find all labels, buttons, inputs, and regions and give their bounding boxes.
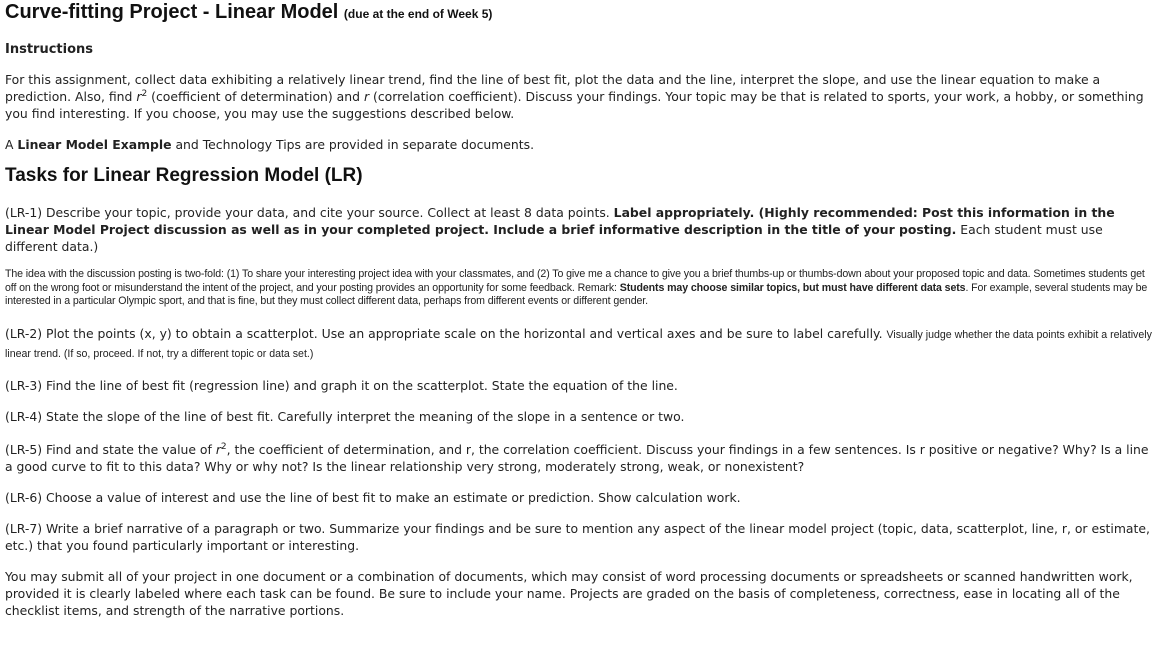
task-lr7: (LR-7) Write a brief narrative of a paragraph or two. Summarize your findings and be sure to mention any aspect of the linear model project (topic, data, scatterplot, line, r, or estimate, etc.) that you found particularly important or interesting. <box>5 520 1150 553</box>
discussion-note: The idea with the discussion posting is two-fold: (1) To share your interesting project idea with your classmates, and (2) To give me a chance to give you a brief thumbs-up or thumbs-down about your proposed topic and data. Sometimes students get off on the wrong foot or misunderstand the intent of the project, and your posting provides an opportunity for some feedback. Remark: Students may choose similar topics, but must have different data sets. For example, several students may be interested in a particular Olympic sport, and that is fine, but they must collect different data, perhaps from different events or different gender. <box>5 268 1148 307</box>
tasks-heading: Tasks for Linear Regression Model (LR) <box>5 165 363 186</box>
page-title: Curve-fitting Project - Linear Model (due at the end of Week 5) <box>5 1 493 23</box>
instructions-heading: Instructions <box>5 42 94 57</box>
task-lr3: (LR-3) Find the line of best fit (regression line) and graph it on the scatterplot. State the equation of the line. <box>5 377 678 393</box>
submission-paragraph: You may submit all of your project in one document or a combination of documents, which may consist of word processing documents or spreadsheets or scanned handwritten work, provided it is clearly labeled where each task can be found. Be sure to include your name. Projects are graded on the basis of completeness, correctness, ease in locating all of the checklist items, and strength of the narrative portions. <box>5 568 1133 618</box>
task-lr2: (LR-2) Plot the points (x, y) to obtain a scatterplot. Use an appropriate scale on the horizontal and vertical axes and be sure to label carefully. Visually judge whether the data points exhibit a relatively linear trend. (If so, proceed. If not, try a different topic or data set.) <box>5 325 1152 360</box>
task-lr5: (LR-5) Find and state the value of $r^2$, the coefficient of determination, and r, the correlation coefficient. Discuss your findings in a few sentences. Is r positive or negative? Why? Is a line a good curve to fit to this data? Why or why not? Is the linear relationship very strong, moderately strong, weak, or nonexistent? <box>5 441 1149 474</box>
task-lr6: (LR-6) Choose a value of interest and use the line of best fit to make an estimate or prediction. Show calculation work. <box>5 489 741 505</box>
task-lr4: (LR-4) State the slope of the line of best fit. Carefully interpret the meaning of the slope in a sentence or two. <box>5 408 685 424</box>
intro-paragraph: For this assignment, collect data exhibiting a relatively linear trend, find the line of best fit, plot the data and the line, interpret the slope, and use the linear equation to make a prediction. Also, find $r^2$ (coefficient of determination) and r (correlation coefficient). Discuss your findings. Your topic may be that is related to sports, your work, a hobby, or something you find interesting. If you choose, you may use the suggestions described below. <box>5 72 1144 121</box>
due-date: (due at the end of Week 5) <box>343 7 493 21</box>
task-lr1: (LR-1) Describe your topic, provide your data, and cite your source. Collect at least 8 data points. Label appropriately. (Highly recommended: Post this information in the Linear Model Project discussion as well as in your completed project. Include a brief informative description in the title of your posting. Each student must use different data.) <box>5 205 1115 254</box>
resources-paragraph: A Linear Model Example and Technology Tips are provided in separate documents. <box>5 137 535 152</box>
